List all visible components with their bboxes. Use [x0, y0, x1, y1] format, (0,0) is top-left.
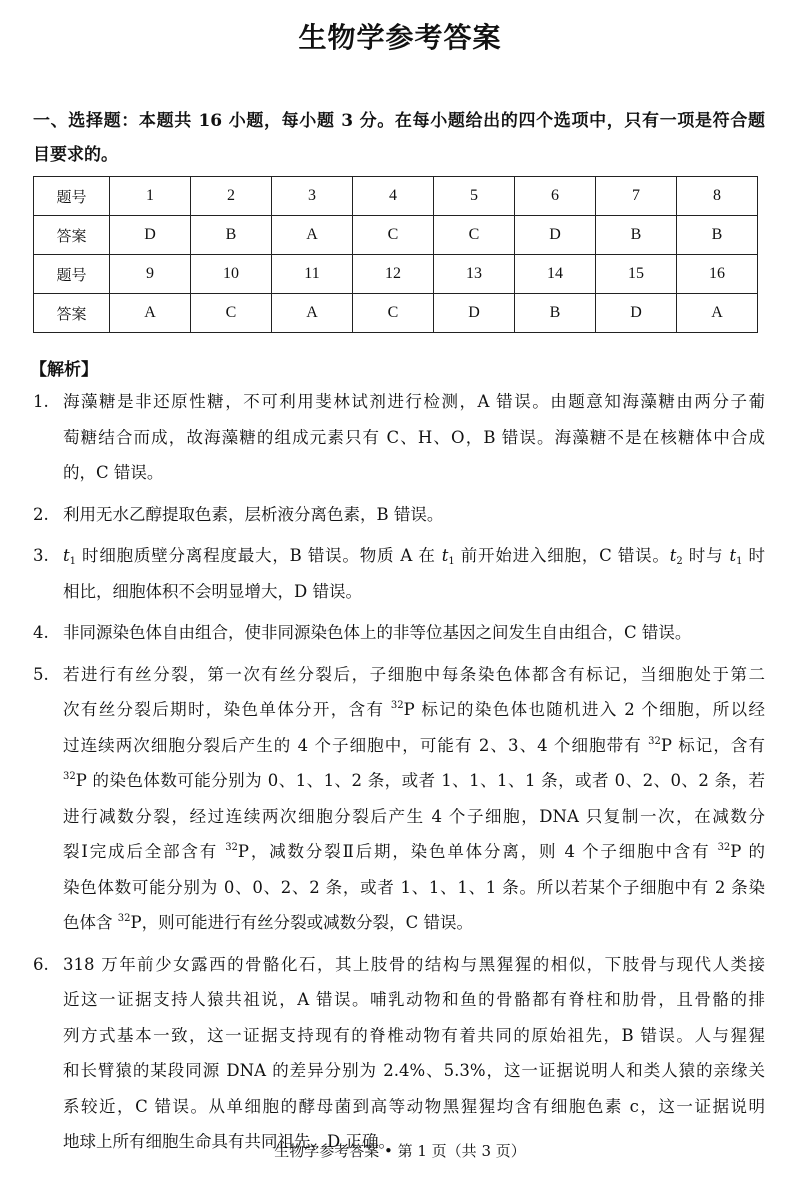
- table-cell: B: [191, 216, 272, 255]
- table-cell: 14: [515, 255, 596, 294]
- text-segment: 非同源染色体自由组合，使非同源染色体上的非等位基因之间发生自由组合，C 错误。: [63, 623, 692, 642]
- time-subscript: 1: [69, 556, 77, 567]
- text-line: [63, 574, 765, 610]
- analysis-item: [33, 497, 765, 533]
- page-footer: 生物学参考答案 • 第 1 页（共 3 页）: [274, 1142, 526, 1160]
- isotope-superscript: 32: [717, 842, 731, 853]
- section-heading-line: 目要求的。: [33, 145, 118, 165]
- analysis-heading: 【解析】: [30, 360, 98, 380]
- answer-table: [33, 176, 758, 333]
- text-line: [63, 1018, 765, 1054]
- isotope-superscript: 32: [648, 735, 661, 747]
- text-segment: 和长臂猿的某段同源 DNA 的差异分别为 2.4%、5.3%，这一证据说明人和类人猿的亲缘关: [63, 1061, 765, 1080]
- time-variable: t: [63, 546, 70, 565]
- time-variable: t: [729, 546, 737, 565]
- item-number: 3.: [33, 546, 49, 565]
- text-segment: 染色体数可能分别为 0、0、2、2 条，或者 1、1、1、1 条。所以若某个子细胞中有 2 条染: [63, 877, 765, 897]
- text-segment: 若进行有丝分裂，第一次有丝分裂后，子细胞中每条染色体都含有标记，当细胞处于第二: [63, 664, 765, 684]
- text-segment: 列方式基本一致，这一证据支持现有的脊椎动物有着共同的原始祖先，B 错误。人与猩猩: [63, 1025, 765, 1045]
- item-number: 6.: [33, 954, 49, 974]
- table-cell: 3: [272, 177, 353, 216]
- text-line: [63, 728, 765, 764]
- text-segment: 系较近，C 错误。从单细胞的酵母菌到高等动物黑猩猩均含有细胞色素 c，这一证据说明: [63, 1096, 765, 1116]
- item-number: 4.: [33, 623, 49, 642]
- page-title: 生物学参考答案: [298, 21, 502, 54]
- text-line: [63, 657, 765, 693]
- section-heading-line: 一、选择题：本题共 16 小题，每小题 3 分。在每小题给出的四个选项中，只有一项是符合题: [33, 111, 765, 131]
- table-cell: D: [515, 216, 596, 255]
- text-segment: P 的: [730, 842, 765, 861]
- table-row: [34, 216, 758, 255]
- text-line: [63, 497, 765, 533]
- text-segment: P 标记的染色体也随机进入 2 个细胞，所以经: [403, 700, 765, 719]
- text-segment: 利用无水乙醇提取色素，层析液分离色素，B 错误。: [63, 504, 444, 524]
- table-cell: D: [434, 294, 515, 333]
- text-segment: P 的染色体数可能分别为 0、1、1、2 条，或者 1、1、1、1 条，或者 0、2、0、2 条，若: [75, 771, 765, 790]
- row-label: 题号: [34, 177, 110, 216]
- isotope-superscript: 32: [63, 771, 76, 782]
- analysis-item: [33, 538, 765, 609]
- text-segment: 相比，细胞体积不会明显增大，D 错误。: [63, 581, 362, 601]
- table-cell: 2: [191, 177, 272, 216]
- table-cell: B: [515, 294, 596, 333]
- table-row: [34, 255, 758, 294]
- text-line: [63, 538, 765, 574]
- text-line: [63, 982, 765, 1018]
- table-cell: 9: [110, 255, 191, 294]
- table-row: [34, 177, 758, 216]
- time-subscript: 1: [448, 556, 455, 567]
- table-cell: 7: [596, 177, 677, 216]
- analysis-item: [33, 384, 765, 491]
- table-cell: D: [596, 294, 677, 333]
- text-segment: 时细胞质壁分离程度最大，B 错误。物质 A 在: [76, 546, 442, 565]
- table-row: [34, 294, 758, 333]
- text-line: [63, 1053, 765, 1089]
- table-cell: C: [191, 294, 272, 333]
- text-segment: 进行减数分裂，经过连续两次细胞分裂后产生 4 个子细胞，DNA 只复制一次，在减数分: [63, 806, 765, 826]
- isotope-superscript: 32: [390, 700, 404, 711]
- text-segment: 地球上所有细胞生命具有共同祖先，D 正确。: [63, 1132, 395, 1151]
- text-segment: 近这一证据支持人猿共祖说，A 错误。哺乳动物和鱼的骨骼都有脊柱和肋骨，且骨骼的排: [63, 990, 765, 1009]
- text-line: [63, 905, 765, 941]
- row-label: 题号: [34, 255, 110, 294]
- section-heading: [33, 104, 765, 172]
- table-cell: C: [434, 216, 515, 255]
- text-segment: 萄糖结合而成，故海藻糖的组成元素只有 C、H、O，B 错误。海藻糖不是在核糖体中合成: [63, 427, 765, 447]
- table-cell: 11: [272, 255, 353, 294]
- text-segment: P 标记，含有: [660, 735, 765, 755]
- text-line: [63, 763, 765, 799]
- row-label: 答案: [34, 294, 110, 333]
- time-variable: t: [441, 546, 449, 565]
- analysis-item: [33, 947, 765, 1160]
- text-segment: 前开始进入细胞，C 错误。: [454, 546, 670, 565]
- row-label: 答案: [34, 216, 110, 255]
- text-line: [63, 692, 765, 728]
- isotope-superscript: 32: [117, 913, 131, 924]
- item-number: 1.: [33, 392, 49, 411]
- analysis-item: [33, 657, 765, 941]
- time-subscript: 1: [736, 556, 743, 567]
- table-cell: A: [272, 294, 353, 333]
- table-cell: A: [677, 294, 758, 333]
- time-variable: t: [669, 546, 677, 565]
- table-cell: C: [353, 294, 434, 333]
- text-line: [63, 799, 765, 835]
- table-cell: C: [353, 216, 434, 255]
- text-line: [63, 834, 765, 870]
- table-cell: 10: [191, 255, 272, 294]
- item-number: 5.: [33, 664, 49, 684]
- text-segment: 裂Ⅰ完成后全部含有: [63, 842, 226, 861]
- analysis-item: [33, 615, 765, 651]
- table-cell: 8: [677, 177, 758, 216]
- isotope-superscript: 32: [225, 842, 238, 853]
- text-segment: 的，C 错误。: [63, 463, 164, 482]
- table-cell: 12: [353, 255, 434, 294]
- text-segment: 318 万年前少女露西的骨骼化石，其上肢骨的结构与黑猩猩的相似，下肢骨与现代人类接: [63, 954, 765, 974]
- table-cell: 16: [677, 255, 758, 294]
- text-line: [63, 615, 765, 651]
- table-cell: D: [110, 216, 191, 255]
- text-line: [63, 384, 765, 420]
- table-cell: 15: [596, 255, 677, 294]
- text-segment: 次有丝分裂后期时，染色单体分开，含有: [63, 700, 391, 719]
- text-segment: P，减数分裂Ⅱ后期，染色单体分离，则 4 个子细胞中含有: [237, 842, 718, 861]
- table-cell: 6: [515, 177, 596, 216]
- text-line: [63, 455, 765, 491]
- text-line: [63, 870, 765, 906]
- table-cell: 4: [353, 177, 434, 216]
- table-cell: B: [677, 216, 758, 255]
- table-cell: 1: [110, 177, 191, 216]
- table-cell: A: [110, 294, 191, 333]
- text-segment: 色体含: [63, 913, 118, 932]
- text-line: [63, 947, 765, 983]
- text-segment: P，则可能进行有丝分裂或减数分裂，C 错误。: [130, 913, 473, 932]
- item-number: 2.: [33, 504, 49, 524]
- text-segment: 过连续两次细胞分裂后产生的 4 个子细胞中，可能有 2、3、4 个细胞带有: [63, 735, 649, 755]
- table-cell: A: [272, 216, 353, 255]
- table-cell: 13: [434, 255, 515, 294]
- text-line: [63, 420, 765, 456]
- table-cell: B: [596, 216, 677, 255]
- text-line: [63, 1089, 765, 1125]
- time-subscript: 2: [676, 556, 683, 567]
- text-segment: 海藻糖是非还原性糖，不可利用斐林试剂进行检测，A 错误。由题意知海藻糖由两分子葡: [63, 392, 765, 411]
- text-segment: 时与: [682, 546, 730, 565]
- analysis-list: [33, 384, 765, 1166]
- text-segment: 时: [742, 546, 765, 565]
- table-cell: 5: [434, 177, 515, 216]
